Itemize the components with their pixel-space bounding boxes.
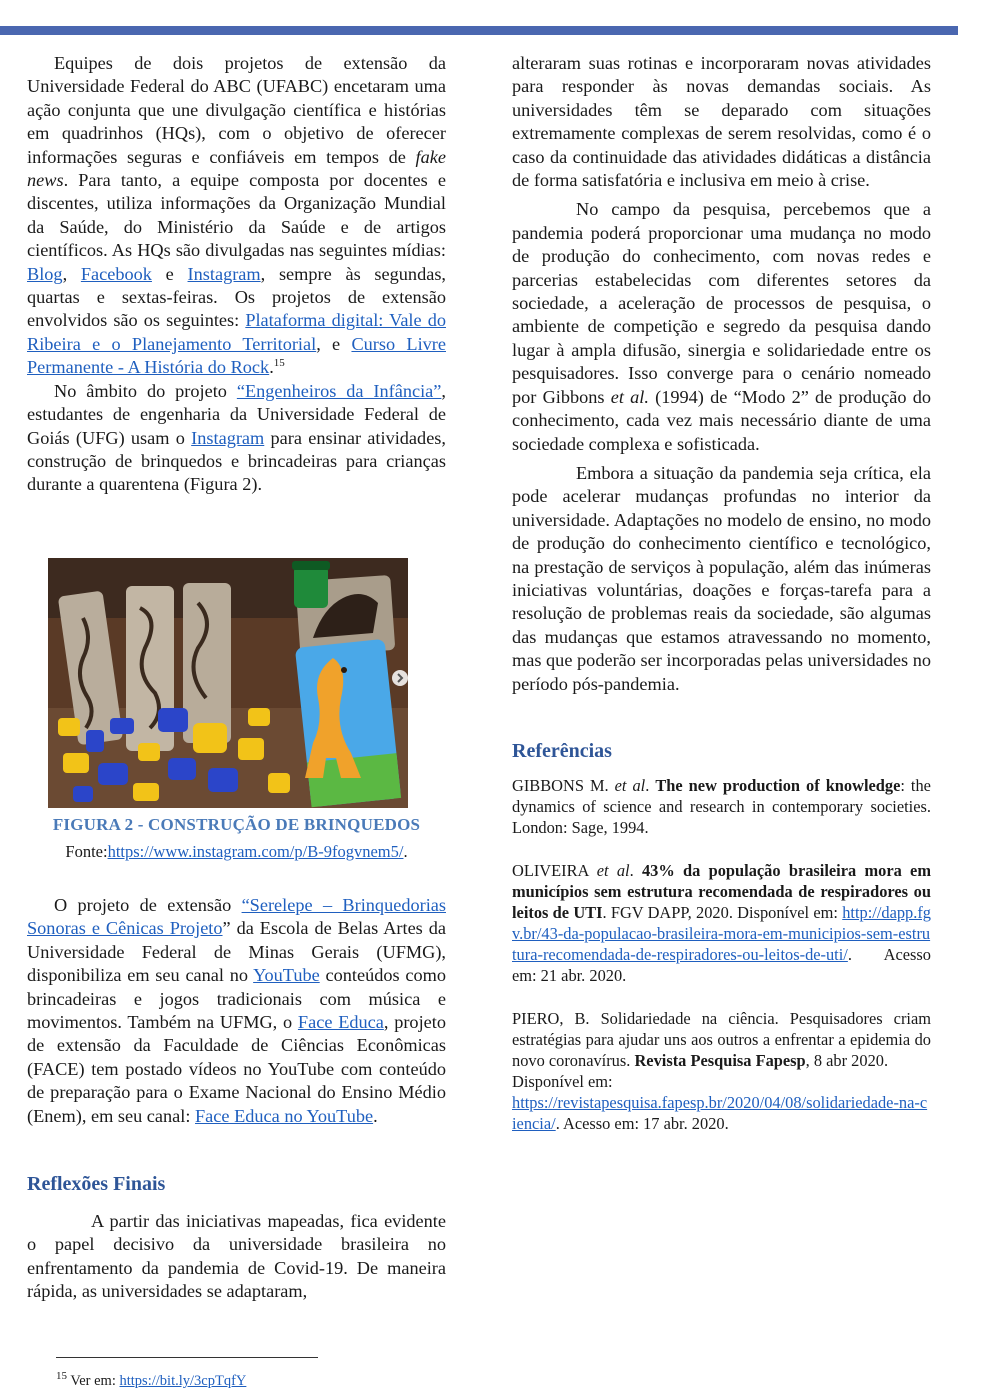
paragraph-ufabc: Equipes de dois projetos de extensão da Universidade Federal do ABC (UFABC) encetaram uma ação conjunta que une divulgação científica e histórias em quadrinhos (HQs), com o objetivo de oferecer informações seguras e confiáveis em tempos de fake news. Para tanto, a equipe composta por docentes e discentes, utiliza informações da Organização Mundial da Saúde, do Ministério da Saúde e de artigos científicos. As HQs são divulgadas nas seguintes mídias: Blog, Facebook e Instagram, sempre às segundas, quartas e sextas-feiras. Os projetos de extensão envolvidos são os seguintes: Plataforma digital: Vale do Ribeira e o Planejamento Territorial, e Curso Livre Permanente - A História do Rock.$^{15}$ <box>27 53 447 378</box>
link-serelepe[interactable]: “Serelepe – Brinquedorias Sonoras e Cênicas Projeto <box>27 895 446 939</box>
paragraph-reflexoes: A partir das iniciativas mapeadas, fica evidente o papel decisivo da universidade brasileira no enfrentamento da pandemia de Covid-19. De maneira rápida, as universidades se adaptaram, <box>27 1211 446 1302</box>
link-face-educa[interactable]: Face Educa <box>297 1012 384 1033</box>
paragraph-continuation: alteraram suas rotinas e incorporaram novas atividades para responder às novas demandas sociais. As universidades têm se deparado com situações extremamente complexas de serem resolvidas, como é o caso da continuidade das atividades didáticas a distância de forma satisfatória e inclusiva em meio à crise. <box>512 53 931 191</box>
right-column <box>512 52 931 1134</box>
link-plataforma-digital[interactable]: Plataforma digital: Vale do Ribeira e o Planejamento Territorial <box>27 310 446 354</box>
left-column-lower <box>27 894 446 1304</box>
figure-caption: FIGURA 2 - CONSTRUÇÃO DE BRINQUEDOS <box>52 815 421 834</box>
paragraph-pandemia: Embora a situação da pandemia seja crítica, ela pode acelerar mudanças profundas no interior da universidade. Adaptações no modelo de ensino, no modo de produção do conhecimento científico e tecnológico, na prestação de serviços à população, além das inúmeras iniciativas voluntárias, doações e forças-tarefa para a resolução de problemas reais da sociedade, são algumas das mudanças que estamos atravessando no momento, mas que poderão ser incorporadas pelas universidades no período pós-pandemia. <box>512 462 931 694</box>
paragraph-ufg: No âmbito do projeto “Engenheiros da Infância”, estudantes de engenharia da Universidade Federal de Goiás (UFG) usam o Instagram para ensinar atividades, construção de brinquedos e brincadeiras para crianças durante a quarentena (Figura 2). <box>27 380 446 495</box>
link-blog[interactable]: Blog <box>27 263 63 284</box>
link-youtube[interactable]: YouTube <box>253 965 320 986</box>
link-revista-fapesp[interactable]: https://revistapesquisa.fapesp.br/2020/04/08/solidariedade-na-ciencia/ <box>512 1092 928 1133</box>
footnote-ref: 15 <box>273 357 285 370</box>
left-column <box>27 52 446 497</box>
link-dapp-fgv[interactable]: http://dapp.fgv.br/43-da-populacao-brasileira-mora-em-municipios-sem-estrutura-recomendada-de-respiradores-ou-leitos-de-uti/ <box>512 902 931 964</box>
footnote-link[interactable]: https://bit.ly/3cpTqfY <box>119 1373 247 1389</box>
link-facebook[interactable]: Facebook <box>80 263 152 284</box>
reference-gibbons: GIBBONS M. et al. The new production of knowledge: the dynamics of science and research in contemporary societies. London: Sage, 1994. <box>512 775 931 837</box>
heading-referencias: Referências <box>512 739 612 762</box>
link-instagram[interactable]: Instagram <box>187 263 261 284</box>
paragraph-ufmg: O projeto de extensão “Serelepe – Brinquedorias Sonoras e Cênicas Projeto” da Escola de Belas Artes da Universidade Federal de Minas Gerais (UFMG), disponibiliza em seu canal no YouTube conteúdos como brincadeiras e jogos tradicionais com música e movimentos. Também na UFMG, o Face Educa, projeto de extensão da Faculdade de Ciências Econômicas (FACE) tem postado vídeos no YouTube com conteúdo de preparação para o Exame Nacional do Ensino Médio (Enem), em seu canal: Face Educa no YouTube. <box>27 895 446 1126</box>
top-accent-bar <box>0 26 958 35</box>
footnote: $^{15}$ Ver em: https://bit.ly/3cpTqfY <box>56 1370 247 1389</box>
link-curso-rock[interactable]: Curso Livre Permanente - A História do Rock <box>27 333 446 378</box>
reference-oliveira: OLIVEIRA et al. 43% da população brasileira mora em municípios sem estrutura recomendada de respiradores ou leitos de UTI. FGV DAPP, 2020. Disponível em: http://dapp.fgv.br/43-da-populacao-brasileira-mora-em-municipios-sem-estrutura-recomendada-de-respiradores-ou-leitos-de-uti/. Acesso em: 21 abr. 2020. <box>512 860 931 985</box>
footnote-divider <box>56 1357 318 1358</box>
link-engenheiros-infancia[interactable]: “Engenheiros da Infância” <box>236 380 442 401</box>
link-face-educa-youtube[interactable]: Face Educa no YouTube <box>195 1105 374 1126</box>
reference-piero: PIERO, B. Solidariedade na ciência. Pesquisadores criam estratégias para ajudar uns aos outros a enfrentar a epidemia do novo coronavírus. Revista Pesquisa Fapesp, 8 abr 2020. Disponível em: https://revistapesquisa.fapesp.br/2020/04/08/solidariedade-na-ciencia/. Acesso em: 17 abr. 2020. <box>512 1008 931 1133</box>
heading-reflexoes-finais: Reflexões Finais <box>27 1173 166 1196</box>
figure-toys-photo <box>48 558 408 808</box>
link-instagram-ufg[interactable]: Instagram <box>191 427 265 448</box>
paragraph-pesquisa: No campo da pesquisa, percebemos que a pandemia poderá proporcionar uma mudança no modo de produção do conhecimento, com novas redes e parcerias estabelecidas com diferentes setores da sociedade, a aceleração de processos de pesquisa, o ambiente de competição e segredo da pesquisa dando lugar à ampla difusão, sinergia e solidariedade entre os pesquisadores. Isso converge para o cenário nomeado por Gibbons et al. (1994) de “Modo 2” de produção do conhecimento, cada vez mais necessário diante de uma sociedade complexa e sofisticada. <box>512 199 932 454</box>
figure-source-link[interactable]: https://www.instagram.com/p/B-9fogvnem5/ <box>107 842 404 861</box>
figure-source: Fonte:https://www.instagram.com/p/B-9fogvnem5/. <box>65 842 408 861</box>
